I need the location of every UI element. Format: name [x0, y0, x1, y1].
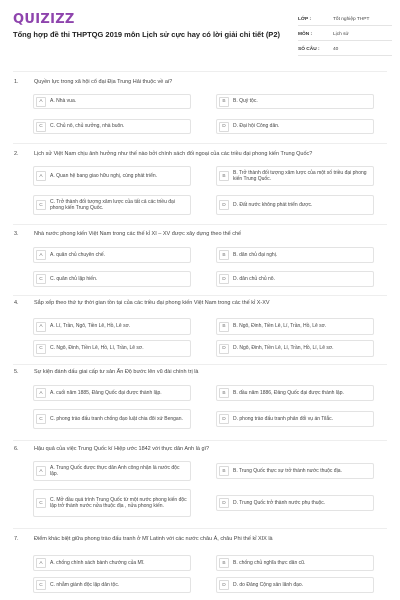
option-letter: A	[36, 97, 46, 107]
meta-label: MÔN :	[298, 31, 313, 37]
meta-label: SỐ CÂU :	[298, 46, 320, 52]
divider	[13, 528, 387, 529]
question-item	[0, 536, 400, 588]
option-a[interactable]	[33, 555, 191, 571]
option-b[interactable]	[216, 385, 374, 401]
question-text: Sắp xếp theo thứ tự thời gian tồn tại của các triều đại phong kiến Việt Nam trong các thế kỉ X-XV	[34, 300, 270, 306]
option-d[interactable]	[216, 411, 374, 427]
option-letter: C	[36, 414, 46, 424]
question-item	[0, 300, 400, 352]
option-letter: B	[219, 171, 229, 181]
option-b[interactable]	[216, 555, 374, 571]
question-text: Hậu quả của việc Trung Quốc kí Hiệp ước 1842 với thực dân Anh là gì?	[34, 446, 210, 452]
question-item	[0, 369, 400, 422]
option-c[interactable]	[33, 119, 191, 134]
option-text: C. nhằm giành độc lập dân tộc.	[50, 581, 120, 588]
question-text: Nhà nước phong kiến Việt Nam trong các thế kỉ XI – XV được xây dựng theo thể chế	[34, 231, 242, 237]
option-letter: B	[219, 322, 229, 332]
option-letter: C	[36, 498, 46, 508]
page-title: Tổng hợp đề thi THPTQG 2019 môn Lịch sử cực hay có lời giải chi tiết (P2)	[13, 30, 280, 39]
option-letter: C	[36, 122, 46, 132]
option-text: A. Quan hệ bang giao hữu nghị, cùng phát triển.	[50, 172, 158, 179]
question-item	[0, 446, 400, 509]
meta-value: Tốt nghiệp THPT	[333, 16, 370, 22]
question-number: 4.	[14, 300, 19, 306]
option-d[interactable]	[216, 495, 374, 511]
option-d[interactable]	[216, 271, 374, 287]
option-letter: A	[36, 171, 46, 181]
option-text: C. quân chủ lập hiến.	[50, 275, 98, 282]
meta-label: LỚP :	[298, 16, 312, 22]
question-text: Điểm khác biệt giữa phong trào đấu tranh ở Mĩ Latinh với các nước châu Á, châu Phi thế kỉ XIX là	[34, 536, 273, 542]
divider	[13, 143, 387, 144]
option-text: C. Trở thành đối tượng xâm lược của tất cả các triều đại phong kiến Trung Quốc.	[50, 198, 175, 211]
option-text: C. phong trào đấu tranh chống đạo luật chia đôi xứ Bengan.	[50, 415, 183, 422]
option-text: D. Ngô, Đinh, Tiền Lê, Lí, Trần, Hồ, Lí, Lê sơ.	[233, 345, 334, 352]
option-letter: A	[36, 466, 46, 476]
meta-row-subject	[298, 28, 392, 41]
question-number: 2.	[14, 151, 19, 157]
option-letter: B	[219, 97, 229, 107]
meta-value: 40	[333, 46, 339, 52]
option-c[interactable]	[33, 271, 191, 287]
meta-value: Lịch sử	[333, 31, 349, 37]
option-a[interactable]	[33, 94, 191, 109]
option-c[interactable]	[33, 340, 191, 357]
option-text: D. Đại hội Công dân.	[233, 123, 280, 130]
option-a[interactable]	[33, 461, 191, 481]
option-text: C. Chủ nô, chủ xưởng, nhà buôn.	[50, 123, 125, 130]
option-d[interactable]	[216, 577, 374, 593]
question-text: Sự kiện đánh dấu giai cấp tư sản Ấn Độ bước lên vũ đài chính trị là	[34, 369, 199, 375]
divider	[13, 440, 387, 441]
option-c[interactable]	[33, 489, 191, 517]
option-text: B. Trung Quốc thực sự trở thành nước thuộc địa.	[233, 467, 342, 474]
option-text: D. do Đảng Cộng sản lãnh đạo.	[233, 581, 304, 588]
option-a[interactable]	[33, 385, 191, 401]
option-letter: C	[36, 200, 46, 210]
question-item	[0, 151, 400, 211]
option-letter: C	[36, 580, 46, 590]
question-item	[0, 231, 400, 282]
question-text: Lịch sử Việt Nam chịu ảnh hưởng như thế nào bởi chính sách đối ngoại của các triều đại phong kiến Trung Quốc?	[34, 151, 313, 157]
option-c[interactable]	[33, 577, 191, 593]
option-letter: C	[36, 274, 46, 284]
worksheet-header	[0, 0, 400, 66]
question-item	[0, 79, 400, 130]
option-letter: A	[36, 322, 46, 332]
option-text: A. Lí, Trần, Ngô, Tiền Lê, Hồ, Lê sơ.	[50, 323, 131, 330]
question-number: 7.	[14, 536, 19, 542]
question-text: Quyền lực trong xã hội cổ đại Địa Trung Hải thuộc về ai?	[34, 79, 173, 85]
quizizz-logo: QUIZIZZ	[13, 12, 75, 27]
option-text: B. dân chủ đại nghị.	[233, 251, 278, 258]
option-a[interactable]	[33, 166, 191, 186]
option-letter: A	[36, 250, 46, 260]
option-letter: D	[219, 122, 229, 132]
divider	[13, 71, 387, 72]
option-text: D. dân chủ chủ nô.	[233, 275, 275, 282]
option-d[interactable]	[216, 195, 374, 215]
option-letter: D	[219, 274, 229, 284]
option-a[interactable]	[33, 247, 191, 263]
question-number: 3.	[14, 231, 19, 237]
option-text: B. Trở thành đối tượng xâm lược của một số triều đại phong kiến Trung Quốc.	[233, 169, 367, 182]
option-letter: B	[219, 466, 229, 476]
option-text: D. phong trào đấu tranh phản đối vụ án Tilắc.	[233, 415, 334, 422]
option-text: B. đầu năm 1886, Đảng Quốc đại được thành lập.	[233, 389, 344, 396]
option-b[interactable]	[216, 318, 374, 335]
divider	[13, 224, 387, 225]
option-text: B. Quý tộc.	[233, 98, 258, 105]
option-text: A. Nhà vua.	[50, 98, 77, 105]
meta-row-class	[298, 13, 392, 26]
question-number: 5.	[14, 369, 19, 375]
option-text: B. Ngô, Đinh, Tiền Lê, Lí, Trần, Hồ, Lê sơ.	[233, 323, 327, 330]
option-letter: A	[36, 558, 46, 568]
option-letter: B	[219, 388, 229, 398]
option-text: A. chống chính sách bành chướng của Mĩ.	[50, 559, 145, 566]
option-d[interactable]	[216, 340, 374, 357]
option-letter: D	[219, 344, 229, 354]
option-c[interactable]	[33, 409, 191, 429]
divider	[13, 295, 387, 296]
option-b[interactable]	[216, 94, 374, 109]
meta-table	[298, 13, 392, 58]
option-letter: B	[219, 558, 229, 568]
option-text: C. Mở đầu quá trình Trung Quốc từ một nước phong kiến độc lập trở thành nước nửa thuộc địa , nửa phong kiến.	[50, 496, 187, 509]
meta-row-count	[298, 43, 392, 56]
option-text: D. Đất nước không phát triển được.	[233, 201, 313, 208]
option-letter: B	[219, 250, 229, 260]
option-text: C. Ngô, Đinh, Tiền Lê, Hồ, Lí, Trần, Lê sơ.	[50, 345, 144, 352]
option-letter: D	[219, 414, 229, 424]
option-b[interactable]	[216, 166, 374, 186]
option-letter: C	[36, 344, 46, 354]
option-b[interactable]	[216, 247, 374, 263]
option-text: A. Trung Quốc được thực dân Anh công nhận là nước độc lập.	[50, 464, 180, 477]
option-letter: D	[219, 200, 229, 210]
option-a[interactable]	[33, 318, 191, 335]
option-text: A. quân chủ chuyên chế.	[50, 251, 106, 258]
option-text: B. chống chủ nghĩa thực dân cũ.	[233, 559, 306, 566]
divider	[13, 364, 387, 365]
option-b[interactable]	[216, 463, 374, 479]
option-text: D. Trung Quốc trở thành nước phụ thuộc.	[233, 499, 326, 506]
option-c[interactable]	[33, 195, 191, 215]
option-letter: D	[219, 498, 229, 508]
question-number: 1.	[14, 79, 19, 85]
option-text: A. cuối năm 1885, Đảng Quốc đại được thành lập.	[50, 389, 162, 396]
option-letter: D	[219, 580, 229, 590]
question-number: 6.	[14, 446, 19, 452]
option-letter: A	[36, 388, 46, 398]
option-d[interactable]	[216, 119, 374, 134]
